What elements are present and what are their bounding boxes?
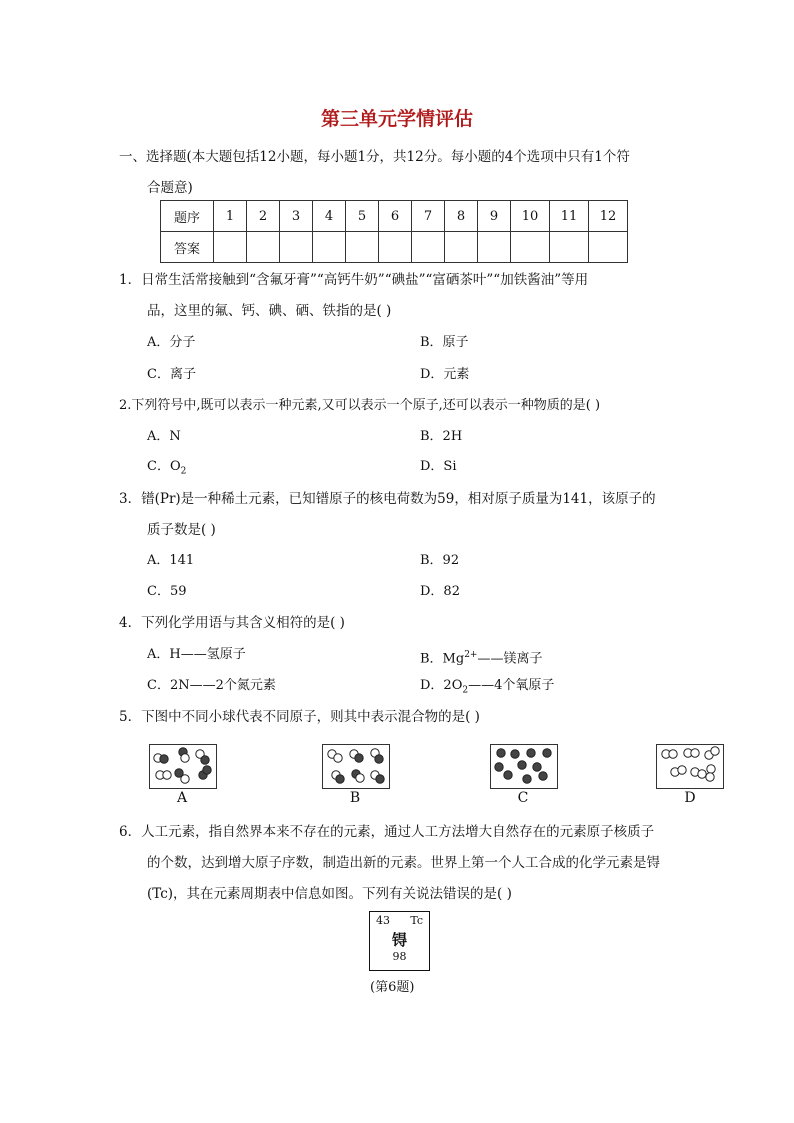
q3-option-d[interactable]: D．82 (420, 584, 460, 599)
element-atomic-mass: 98 (392, 950, 407, 963)
q5-diagram-d-particles (657, 745, 723, 788)
q4-option-b-text: B．Mg (420, 651, 465, 667)
q5-label-a: A (176, 790, 188, 806)
section-heading-line2: 合题意) (147, 180, 193, 196)
answer-table-answer-row (161, 232, 628, 263)
answer-cell[interactable] (550, 232, 589, 263)
figure-caption: (第6题) (370, 980, 415, 995)
answer-cell[interactable] (412, 232, 445, 263)
q1-option-c[interactable]: C．离子 (147, 367, 196, 382)
question-number-cell: 9 (478, 201, 511, 232)
answer-cell[interactable] (511, 232, 550, 263)
answer-cell[interactable] (346, 232, 379, 263)
q4-option-b-superscript: 2+ (464, 650, 478, 660)
q4-option-b-meaning: ——镁离子 (477, 651, 543, 667)
row-label-question-number: 题序 (161, 201, 214, 232)
q3-option-c[interactable]: C．59 (147, 584, 187, 599)
question-number-cell: 12 (589, 201, 628, 232)
row-label-answer: 答案 (161, 232, 214, 263)
q3-stem-line1: 3．镨(Pr)是一种稀土元素，已知镨原子的核电荷数为59，相对原子质量为141，该原子的 (119, 491, 656, 507)
q5-label-b: B (349, 790, 361, 806)
q3-option-a[interactable]: A．141 (147, 553, 195, 568)
q4-stem-line1: 4．下列化学用语与其含义相符的是( ) (119, 615, 345, 631)
question-number-cell: 2 (247, 201, 280, 232)
q4-option-d-subscript: 2 (462, 685, 469, 696)
q6-stem-line1: 6．人工元素，指自然界本来不存在的元素，通过人工方法增大自然存在的元素原子核质子 (119, 824, 655, 840)
q2-option-c-subscript: 2 (180, 466, 187, 477)
q2-option-b[interactable]: B．2H (420, 429, 463, 444)
q5-diagram-b-particles (323, 745, 389, 788)
q5-diagram-a-particles (150, 745, 216, 788)
q4-option-a[interactable]: A．H——氢原子 (147, 647, 246, 662)
q6-stem-line2: 的个数，达到增大原子序数，制造出新的元素。世界上第一个人工合成的化学元素是锝 (147, 855, 660, 871)
q5-diagram-c-particles (491, 745, 557, 788)
q3-option-b[interactable]: B．92 (420, 553, 460, 568)
q1-option-d[interactable]: D．元素 (420, 367, 470, 382)
q1-option-a[interactable]: A．分子 (147, 335, 196, 350)
q4-option-c[interactable]: C．2N——2个氮元素 (147, 678, 276, 693)
q1-stem-line2: 品，这里的氟、钙、碘、硒、铁指的是( ) (147, 303, 392, 319)
question-number-cell: 1 (214, 201, 247, 232)
q5-diagram-d[interactable] (656, 744, 724, 789)
q5-diagram-c[interactable] (490, 744, 558, 789)
page-title: 第三单元学情评估 (320, 108, 473, 130)
question-number-cell: 5 (346, 201, 379, 232)
q4-option-d-text: D．2O (420, 678, 463, 693)
q4-option-d-meaning: ——4个氧原子 (468, 678, 555, 693)
question-number-cell: 11 (550, 201, 589, 232)
question-number-cell: 8 (445, 201, 478, 232)
answer-table-number-row (161, 201, 628, 232)
q1-option-b[interactable]: B．原子 (420, 335, 469, 350)
q5-diagram-b[interactable] (322, 744, 390, 789)
answer-cell[interactable] (589, 232, 628, 263)
q5-stem-line1: 5．下图中不同小球代表不同原子，则其中表示混合物的是( ) (119, 709, 480, 725)
q2-option-c[interactable] (147, 457, 186, 482)
answer-cell[interactable] (214, 232, 247, 263)
q5-diagram-a[interactable] (149, 744, 217, 789)
q2-option-d[interactable]: D．Si (420, 459, 457, 474)
q6-stem-line3: (Tc)，其在元素周期表中信息如图。下列有关说法错误的是( ) (147, 886, 512, 902)
q5-label-c: C (517, 790, 529, 806)
answer-cell[interactable] (379, 232, 412, 263)
answer-cell[interactable] (280, 232, 313, 263)
question-number-cell: 10 (511, 201, 550, 232)
answer-table (160, 200, 628, 263)
question-number-cell: 4 (313, 201, 346, 232)
periodic-table-cell (369, 911, 430, 971)
q4-option-d[interactable] (420, 676, 554, 701)
question-number-cell: 6 (379, 201, 412, 232)
section-heading-line1: 一、选择题(本大题包括12小题，每小题1分，共12分。每小题的4个选项中只有1个符 (119, 149, 630, 165)
q1-stem-line1: 1．日常生活常接触到“含氟牙膏”“高钙牛奶”“碘盐”“富硒茶叶”“加铁酱油”等用 (119, 272, 589, 288)
q3-stem-line2: 质子数是( ) (147, 522, 216, 538)
q2-option-c-text: C．O (147, 459, 181, 474)
element-atomic-number: 43 (376, 914, 390, 927)
element-symbol: Tc (410, 914, 423, 927)
answer-cell[interactable] (478, 232, 511, 263)
question-number-cell: 7 (412, 201, 445, 232)
q2-option-a[interactable]: A．N (147, 429, 181, 444)
q5-label-d: D (684, 790, 696, 806)
question-number-cell: 3 (280, 201, 313, 232)
q4-option-b[interactable] (420, 645, 542, 669)
q2-stem-line1: 2.下列符号中,既可以表示一种元素,又可以表示一个原子,还可以表示一种物质的是( ) (119, 398, 601, 413)
answer-cell[interactable] (445, 232, 478, 263)
element-name: 锝 (391, 931, 407, 949)
answer-cell[interactable] (313, 232, 346, 263)
answer-cell[interactable] (247, 232, 280, 263)
